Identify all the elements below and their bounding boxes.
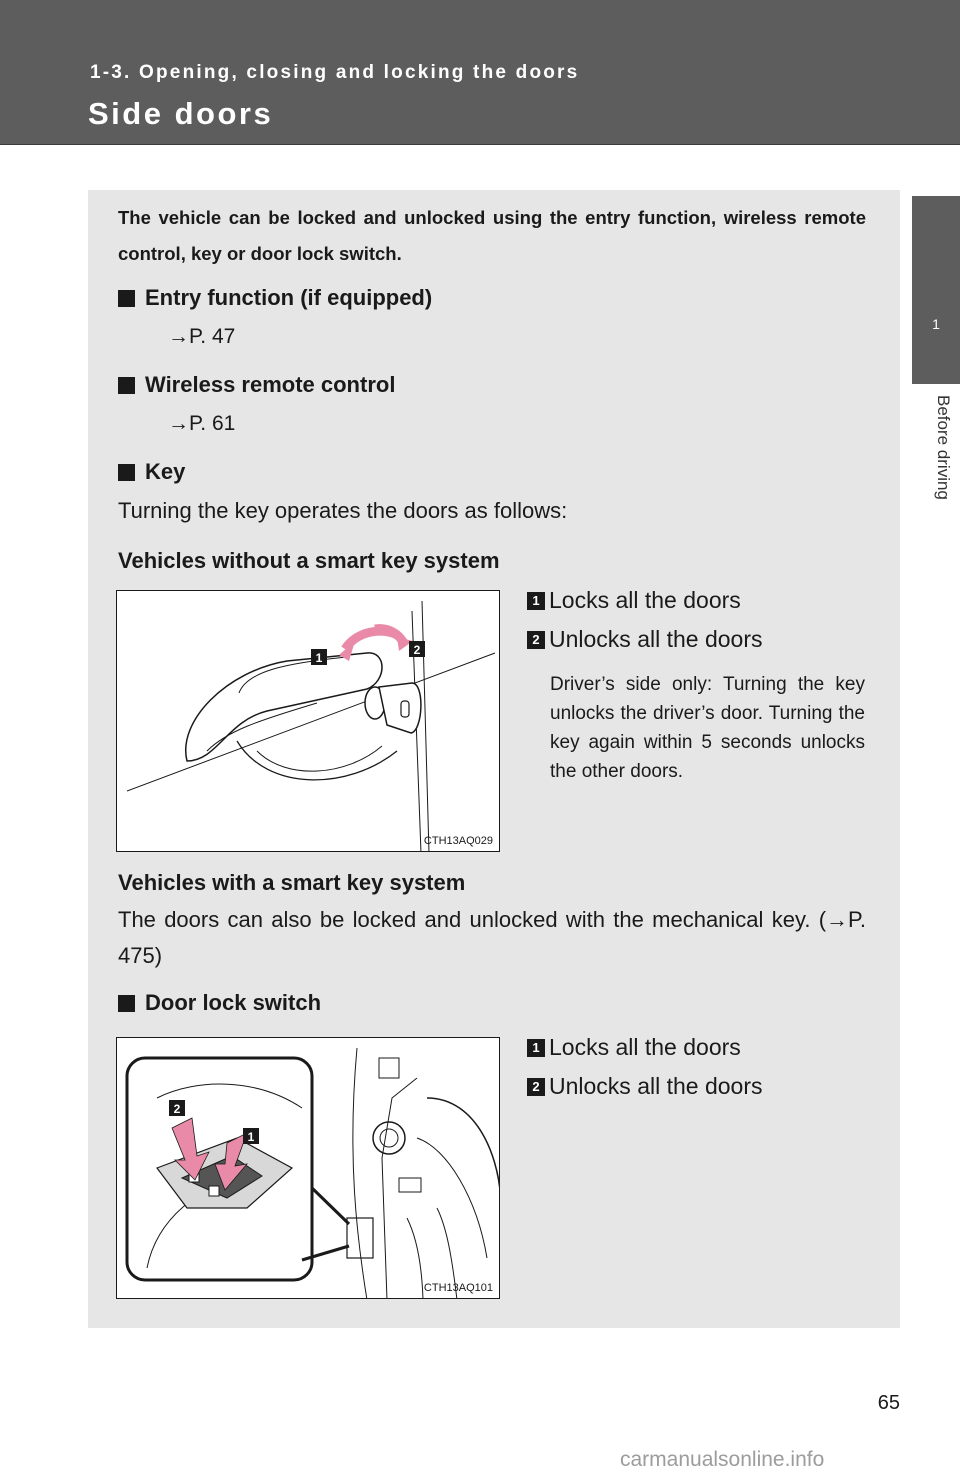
chapter-number: 1 [932, 316, 940, 332]
key-door-illustration [117, 591, 500, 852]
chapter-label: Before driving [934, 395, 953, 500]
key-door-figure [116, 590, 500, 852]
door-lock-switch-figure [116, 1037, 500, 1299]
callout-badge-1: 1 [527, 592, 545, 610]
heading-entry-function: Entry function (if equipped) [118, 285, 432, 311]
ref-wireless-remote[interactable]: →P. 61 [168, 412, 236, 435]
square-bullet-icon [118, 464, 135, 481]
page-title: Side doors [88, 96, 274, 131]
svg-text:2: 2 [173, 1102, 181, 1116]
heading-wireless-remote: Wireless remote control [118, 372, 395, 398]
callout-badge-2: 2 [527, 1078, 545, 1096]
square-bullet-icon [118, 377, 135, 394]
intro-text: The vehicle can be locked and unlocked using the entry function, wireless remote control, key or door lock switch. [118, 207, 866, 264]
door-lock-switch-illustration [117, 1038, 500, 1299]
heading-door-lock-switch: Door lock switch [118, 990, 321, 1016]
svg-text:1: 1 [247, 1130, 255, 1144]
key-description: Turning the key operates the doors as follows: [118, 498, 568, 523]
square-bullet-icon [118, 290, 135, 307]
chapter-tab [912, 196, 960, 384]
callout-badge-2: 2 [527, 631, 545, 649]
subheading-without-smart-key: Vehicles without a smart key system [118, 548, 500, 573]
watermark[interactable]: carmanualsonline.info [620, 1448, 825, 1471]
page-number: 65 [877, 1392, 900, 1414]
svg-text:2: 2 [413, 643, 421, 657]
figure-code: CTH13AQ101 [423, 1282, 493, 1294]
heading-key: Key [118, 459, 185, 485]
driver-side-note: Driver’s side only: Turning the key unlocks the driver’s door. Turning the key again within 5 seconds unlocks the other doors. [550, 674, 865, 782]
legend-item-unlock-switch: 2 Unlocks all the doors [527, 1073, 763, 1100]
svg-text:1: 1 [315, 651, 323, 665]
figure-code: CTH13AQ029 [423, 835, 493, 847]
callout-badge-1: 1 [527, 1039, 545, 1057]
smart-key-description: The doors can also be locked and unlocked with the mechanical key. (→P. 475) [118, 907, 866, 968]
legend-item-unlock: 2 Unlocks all the doors [527, 626, 763, 653]
square-bullet-icon [118, 995, 135, 1012]
section-label: 1-3. Opening, closing and locking the doors [90, 62, 580, 83]
legend-item-lock-switch: 1 Locks all the doors [527, 1034, 741, 1061]
ref-entry-function[interactable]: →P. 47 [168, 325, 236, 348]
legend-item-lock: 1 Locks all the doors [527, 587, 741, 614]
subheading-with-smart-key: Vehicles with a smart key system [118, 870, 466, 895]
page-header [0, 0, 960, 145]
